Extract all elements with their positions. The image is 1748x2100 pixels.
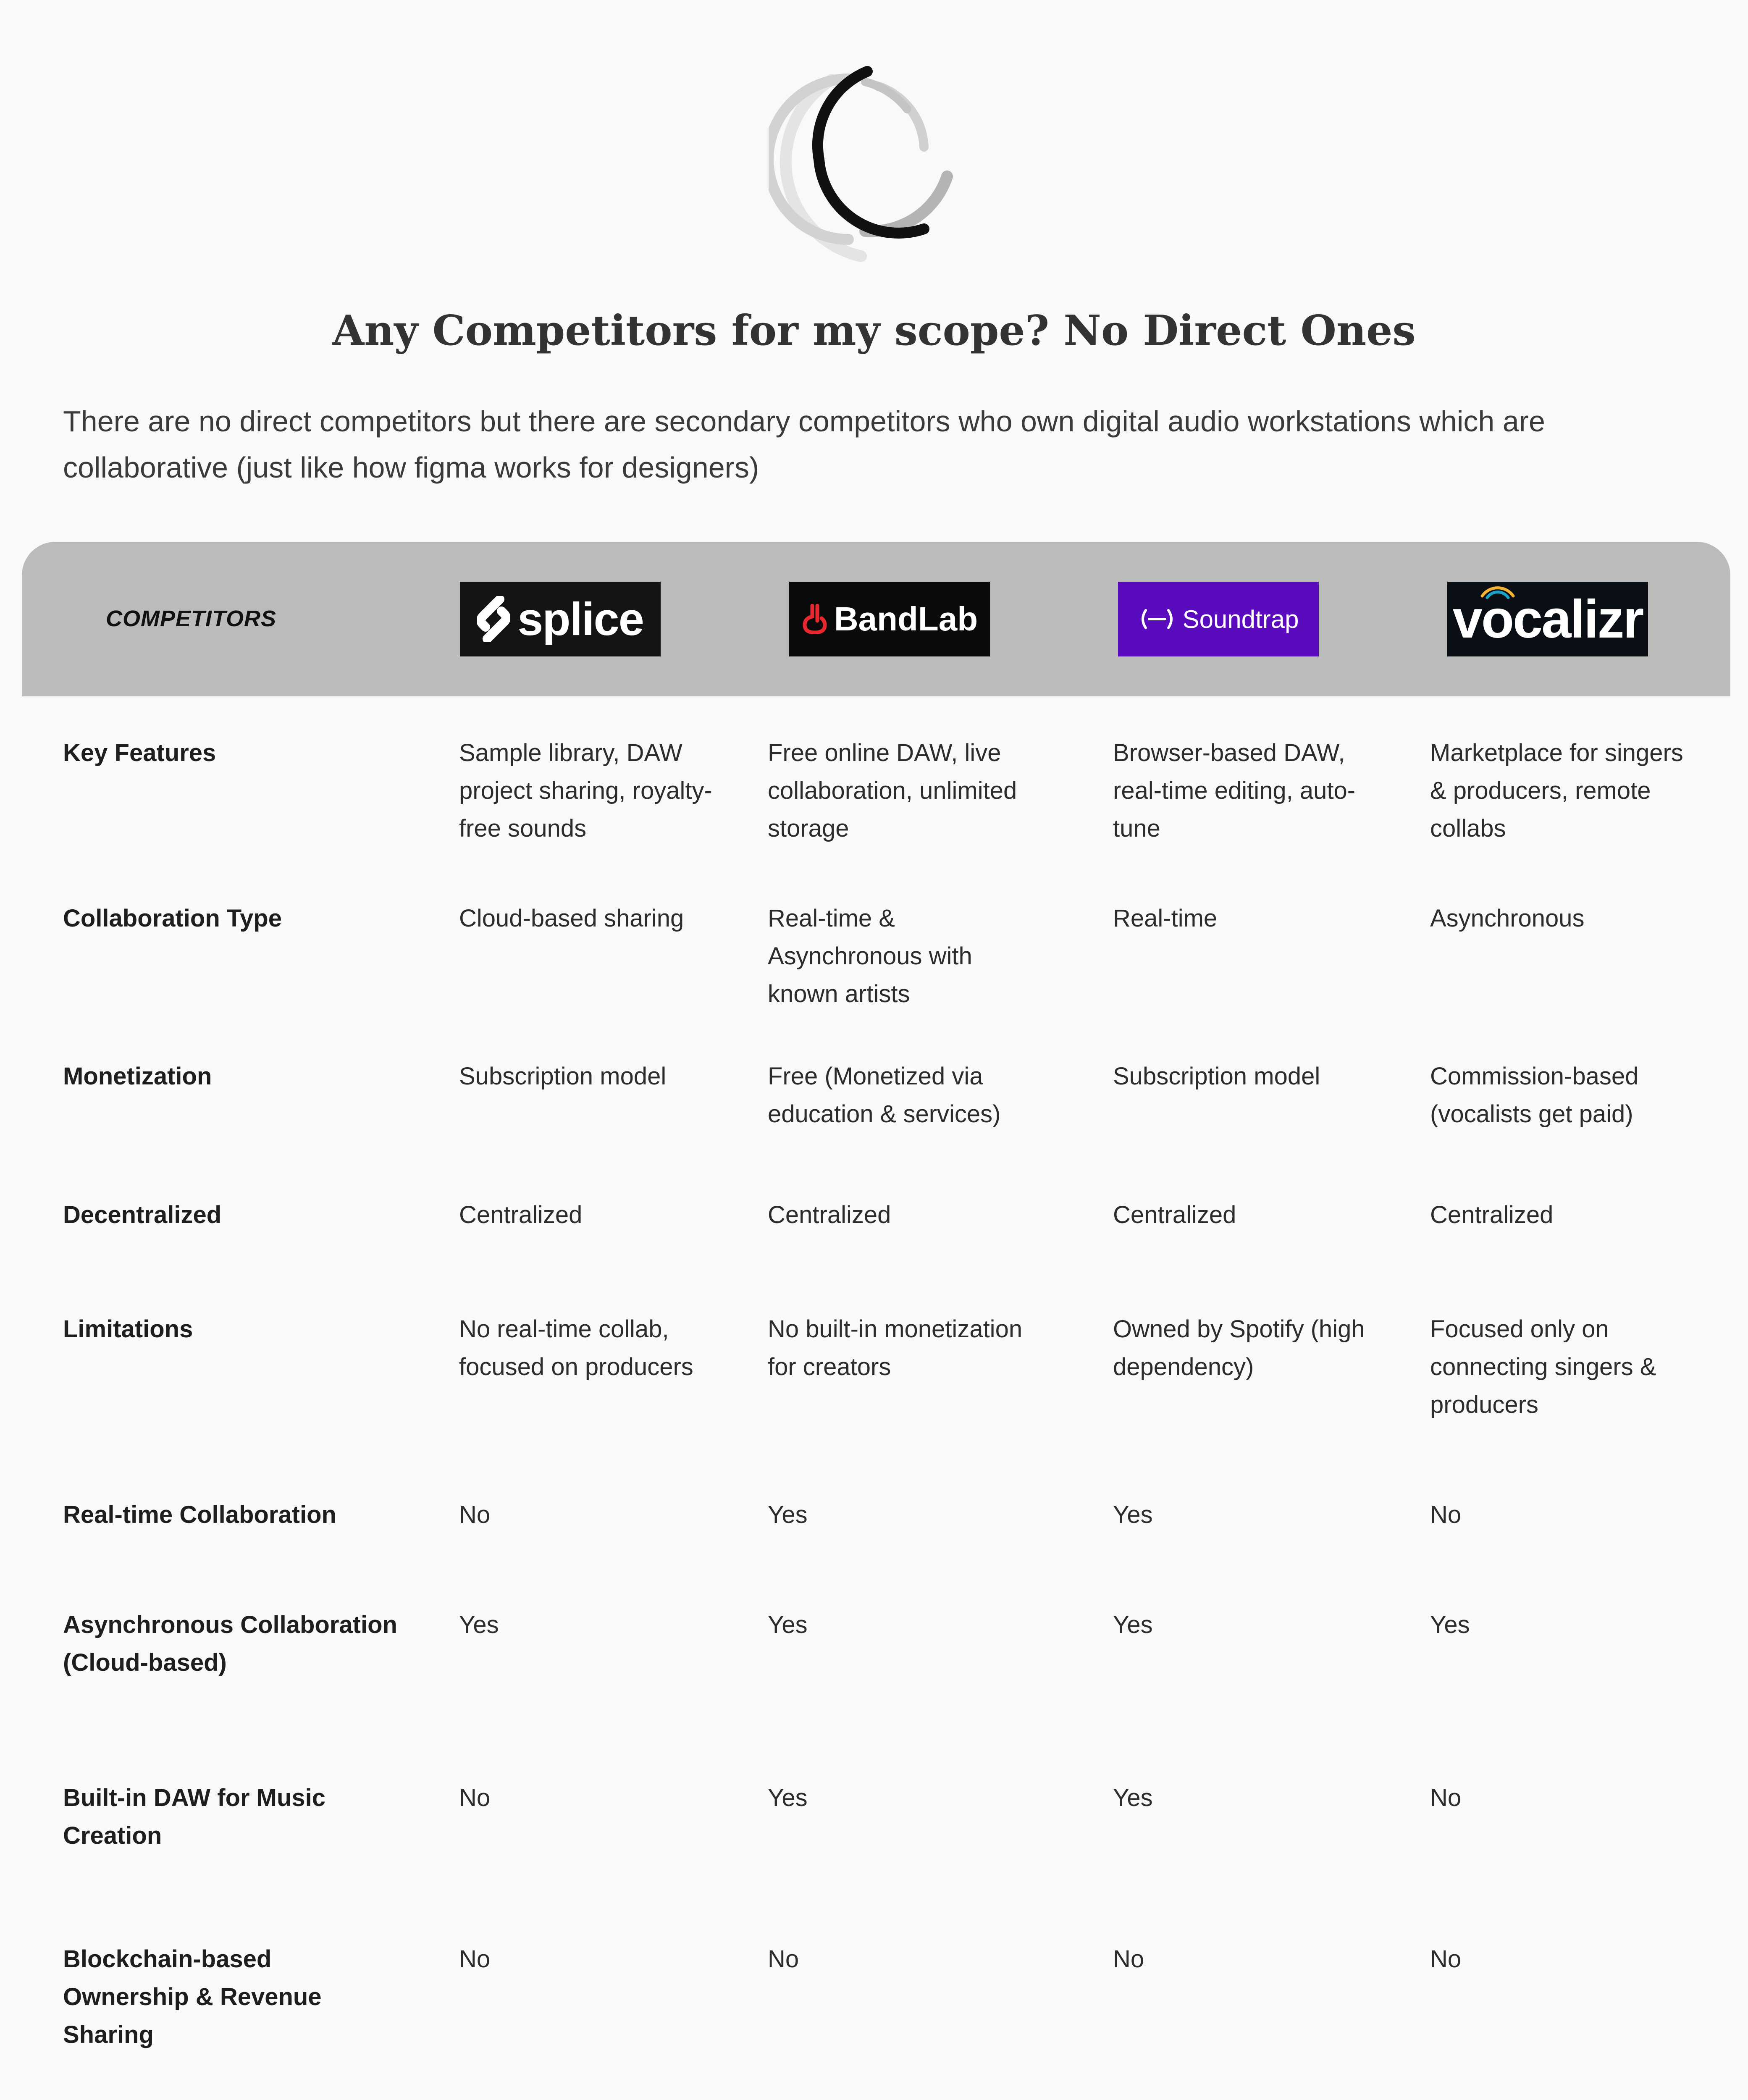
row-label: Key Features — [63, 739, 216, 766]
vocalizr-name: vocalizr — [1452, 589, 1643, 649]
competitors-label: COMPETITORS — [106, 606, 277, 631]
cell-bandlab: No built-in monetization for creators — [768, 1315, 1023, 1381]
cell-bandlab: Centralized — [768, 1201, 891, 1228]
row-label: Asynchronous Collaboration (Cloud-based) — [63, 1611, 397, 1676]
cell-vocalizr: Focused only on connecting singers & producers — [1430, 1315, 1656, 1418]
cell-bandlab: No — [768, 1945, 799, 1973]
cell-vocalizr: Centralized — [1430, 1201, 1554, 1228]
cell-splice: Yes — [459, 1611, 499, 1638]
row-label: Collaboration Type — [63, 905, 282, 932]
cell-splice: Cloud-based sharing — [459, 905, 684, 932]
row-label: Blockchain-based Ownership & Revenue Sharing — [63, 1945, 322, 2048]
splice-name: splice — [517, 593, 643, 645]
table-header — [22, 542, 1730, 696]
intro-text: There are no direct competitors but there are secondary competitors who own digital audio workstations which are collaborative (just like how figma works for designers) — [63, 405, 1545, 484]
cell-splice: No real-time collab, focused on producers — [459, 1315, 693, 1381]
cell-splice: Centralized — [459, 1201, 583, 1228]
cell-splice: Subscription model — [459, 1063, 667, 1090]
cell-soundtrap: Centralized — [1113, 1201, 1236, 1228]
row-label: Monetization — [63, 1063, 212, 1090]
cell-vocalizr: Asynchronous — [1430, 905, 1585, 932]
cell-vocalizr: Yes — [1430, 1611, 1470, 1638]
cell-bandlab: Yes — [768, 1501, 808, 1528]
cell-vocalizr: Marketplace for singers & producers, remote collabs — [1430, 739, 1683, 842]
row-label: Built-in DAW for Music Creation — [63, 1784, 326, 1849]
cell-bandlab: Free online DAW, live collaboration, unlimited storage — [768, 739, 1017, 842]
cell-soundtrap: Real-time — [1113, 905, 1218, 932]
cell-bandlab: Yes — [768, 1611, 808, 1638]
cell-soundtrap: Browser-based DAW, real-time editing, auto-tune — [1113, 739, 1356, 842]
row-label: Real-time Collaboration — [63, 1501, 336, 1528]
cell-vocalizr: Commission-based (vocalists get paid) — [1430, 1063, 1639, 1128]
cell-vocalizr: No — [1430, 1945, 1462, 1973]
bandlab-logo-icon — [801, 604, 828, 634]
cell-soundtrap: No — [1113, 1945, 1144, 1973]
vocalizr-wifi-icon — [1479, 579, 1517, 600]
cell-splice: Sample library, DAW project sharing, royalty-free sounds — [459, 739, 712, 842]
cell-bandlab: Free (Monetized via education & services) — [768, 1063, 1001, 1128]
vocalizr-logo — [1447, 582, 1648, 656]
cell-soundtrap: Yes — [1113, 1784, 1153, 1811]
cell-bandlab: Yes — [768, 1784, 808, 1811]
row-label: Decentralized — [63, 1201, 222, 1228]
splice-logo-icon — [477, 596, 510, 642]
row-label: Limitations — [63, 1315, 193, 1343]
cell-soundtrap: Owned by Spotify (high dependency) — [1113, 1315, 1365, 1381]
brand-logo — [769, 63, 979, 265]
cell-splice: No — [459, 1501, 491, 1528]
cell-soundtrap: Yes — [1113, 1501, 1153, 1528]
bandlab-name: BandLab — [834, 600, 978, 638]
page-title: Any Competitors for my scope? No Direct Ones — [332, 307, 1416, 355]
cell-soundtrap: Yes — [1113, 1611, 1153, 1638]
soundtrap-logo — [1118, 582, 1319, 656]
soundtrap-name: Soundtrap — [1182, 605, 1299, 633]
arc-logo-icon — [769, 63, 979, 265]
cell-soundtrap: Subscription model — [1113, 1063, 1320, 1090]
bandlab-logo — [789, 582, 990, 656]
cell-splice: No — [459, 1945, 491, 1973]
soundtrap-logo-icon — [1138, 609, 1176, 630]
cell-vocalizr: No — [1430, 1501, 1462, 1528]
cell-splice: No — [459, 1784, 491, 1811]
cell-vocalizr: No — [1430, 1784, 1462, 1811]
splice-logo — [460, 582, 661, 656]
cell-bandlab: Real-time & Asynchronous with known artists — [768, 905, 972, 1008]
